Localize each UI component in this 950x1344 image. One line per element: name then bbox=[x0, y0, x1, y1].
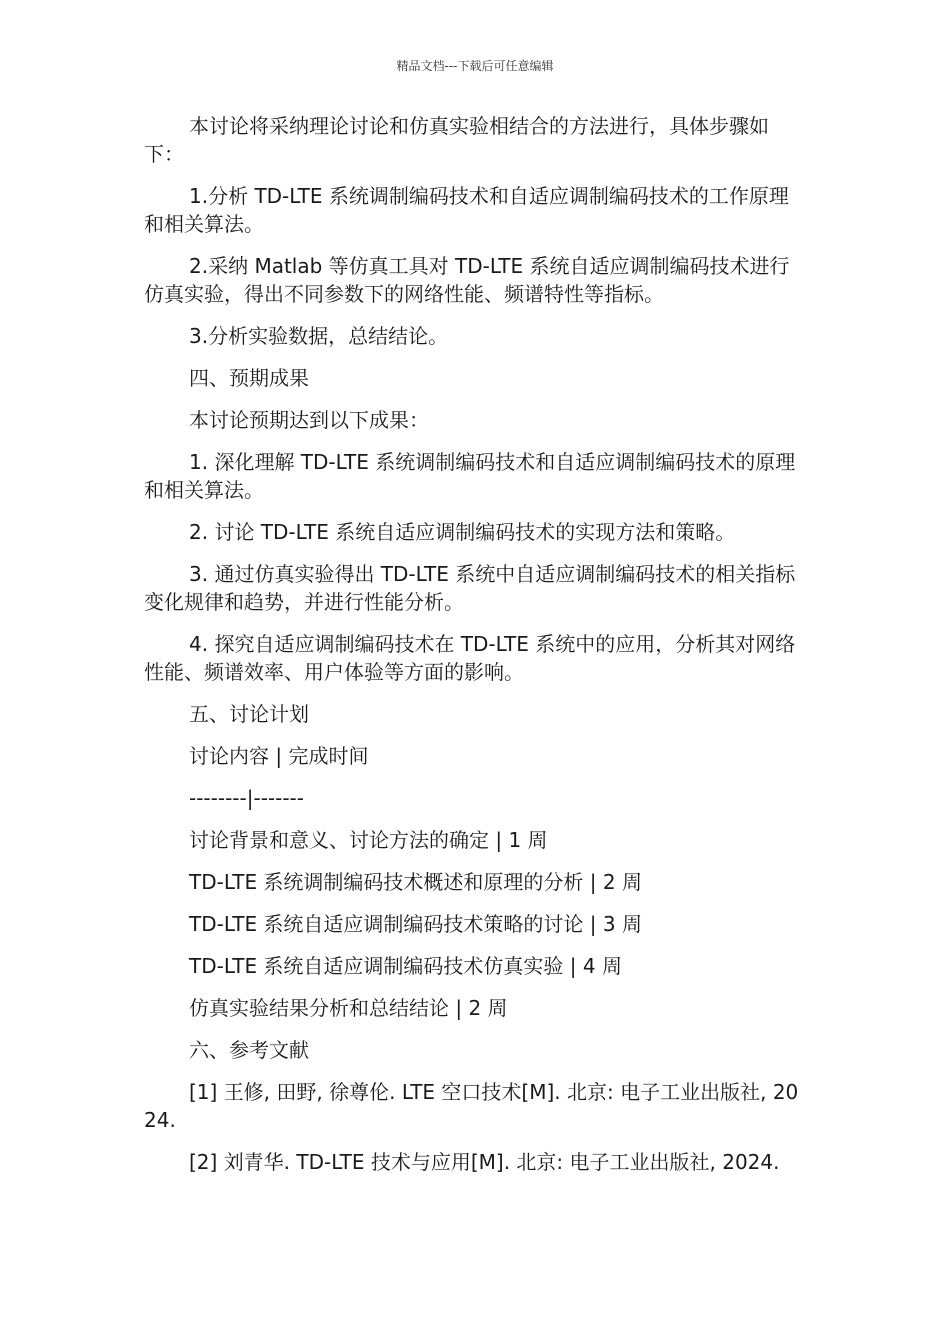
plan-table-row: 仿真实验结果分析和总结结论 | 2 周 bbox=[189, 996, 508, 1020]
paragraph-result-2: 2. 讨论 TD-LTE 系统自适应调制编码技术的实现方法和策略。 bbox=[189, 520, 736, 544]
reference-item: [1] 王修, 田野, 徐尊伦. LTE 空口技术[M]. 北京: 电子工业出版社, 2024. bbox=[144, 1080, 799, 1132]
section-heading-plan: 五、讨论计划 bbox=[189, 702, 309, 726]
document-body bbox=[144, 112, 808, 1190]
plan-table-separator: --------|------- bbox=[189, 786, 304, 810]
section-heading-expected-results: 四、预期成果 bbox=[189, 366, 309, 390]
paragraph-step-2: 2.采纳 Matlab 等仿真工具对 TD-LTE 系统自适应调制编码技术进行仿真实验，得出不同参数下的网络性能、频谱特性等指标。 bbox=[144, 254, 790, 306]
paragraph-method-intro: 本讨论将采纳理论讨论和仿真实验相结合的方法进行，具体步骤如下： bbox=[144, 114, 769, 166]
plan-table-row: 讨论背景和意义、讨论方法的确定 | 1 周 bbox=[189, 828, 548, 852]
paragraph-results-intro: 本讨论预期达到以下成果： bbox=[189, 408, 429, 432]
plan-table-row: TD-LTE 系统自适应调制编码技术仿真实验 | 4 周 bbox=[189, 954, 622, 978]
plan-table-header: 讨论内容 | 完成时间 bbox=[189, 744, 369, 768]
paragraph-step-3: 3.分析实验数据，总结结论。 bbox=[189, 324, 449, 348]
reference-item: [2] 刘青华. TD-LTE 技术与应用[M]. 北京: 电子工业出版社, 2024. bbox=[189, 1150, 780, 1174]
paragraph-result-3: 3. 通过仿真实验得出 TD-LTE 系统中自适应调制编码技术的相关指标变化规律和趋势，并进行性能分析。 bbox=[144, 562, 796, 614]
plan-table-row: TD-LTE 系统调制编码技术概述和原理的分析 | 2 周 bbox=[189, 870, 642, 894]
paragraph-result-4: 4. 探究自适应调制编码技术在 TD-LTE 系统中的应用，分析其对网络性能、频谱效率、用户体验等方面的影响。 bbox=[144, 632, 796, 684]
page-header: 精品文档---下载后可任意编辑 bbox=[396, 59, 554, 73]
paragraph-result-1: 1. 深化理解 TD-LTE 系统调制编码技术和自适应调制编码技术的原理和相关算法。 bbox=[144, 450, 796, 502]
paragraph-step-1: 1.分析 TD-LTE 系统调制编码技术和自适应调制编码技术的工作原理和相关算法。 bbox=[144, 184, 789, 236]
section-heading-references: 六、参考文献 bbox=[189, 1038, 309, 1062]
plan-table-row: TD-LTE 系统自适应调制编码技术策略的讨论 | 3 周 bbox=[189, 912, 642, 936]
